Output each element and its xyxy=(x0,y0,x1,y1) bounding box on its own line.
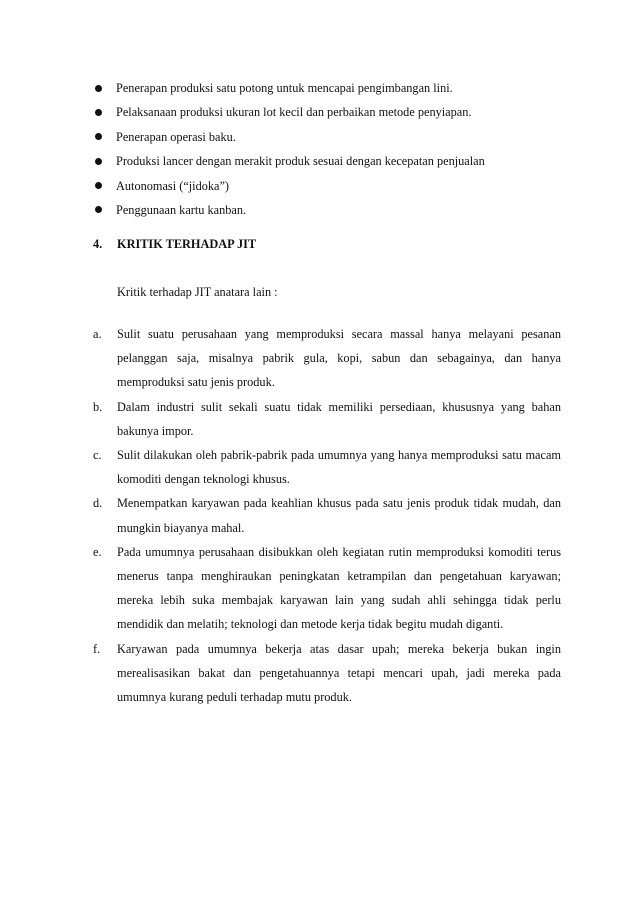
list-item-text: Karyawan pada umumnya bekerja atas dasar upah; mereka bekerja bukan ingin merealisasikan bakat dan pengetahuannya tetapi mencari upah, jadi mereka pada umumnya kurang peduli terhadap mutu produk. xyxy=(117,641,561,705)
bullet-item: Autonomasi (“jidoka”) xyxy=(93,178,563,202)
bullet-item: Pelaksanaan produksi ukuran lot kecil dan perbaikan metode penyiapan. xyxy=(93,104,563,128)
section-intro: Kritik terhadap JIT anatara lain : xyxy=(117,285,278,299)
list-item xyxy=(93,491,561,539)
list-item-label: d. xyxy=(93,496,103,511)
bullet-item: Penggunaan kartu kanban. xyxy=(93,202,563,226)
critique-list xyxy=(93,322,561,709)
bullet-item: Penerapan produksi satu potong untuk mencapai pengimbangan lini. xyxy=(93,80,563,104)
list-item xyxy=(93,322,561,395)
list-item-text: Sulit suatu perusahaan yang memproduksi secara massal hanya melayani pesanan pelanggan saja, misalnya pabrik gula, kopi, sabun dan sebagainya, dan hanya memproduksi satu jenis produk. xyxy=(117,327,561,390)
bullet-dot-icon xyxy=(95,206,102,213)
list-item xyxy=(93,395,561,443)
list-item xyxy=(93,637,561,710)
list-item-label: a. xyxy=(93,327,102,341)
list-item xyxy=(93,540,561,637)
section-heading xyxy=(93,236,256,253)
section-number: 4. xyxy=(93,237,103,251)
list-item-text: Pada umumnya perusahaan disibukkan oleh kegiatan rutin memproduksi komoditi terus menerus tanpa menghiraukan peningkatan ketrampilan dan pengetahuan karyawan; mereka lebih suka membajak karyawan lain yang sudah ahli sehingga tidak perlu mendidik dan melatih; teknologi dan metode kerja tidak begitu mudah diganti. xyxy=(117,544,561,632)
list-item-label: b. xyxy=(93,399,103,414)
bullet-dot-icon xyxy=(95,85,102,92)
list-item-text: Dalam industri sulit sekali suatu tidak memiliki persediaan, khususnya yang bahan bakunya impor. xyxy=(117,399,561,438)
bullet-list xyxy=(93,80,563,226)
list-item xyxy=(93,443,561,491)
bullet-dot-icon xyxy=(95,182,102,189)
list-item-label: c. xyxy=(93,448,102,463)
section-title: KRITIK TERHADAP JIT xyxy=(117,237,257,251)
bullet-dot-icon xyxy=(95,109,102,116)
bullet-item: Penerapan operasi baku. xyxy=(93,129,563,153)
bullet-item: Produksi lancer dengan merakit produk sesuai dengan kecepatan penjualan xyxy=(93,153,563,177)
list-item-label: f. xyxy=(93,641,101,656)
bullet-dot-icon xyxy=(95,158,102,165)
list-item-label: e. xyxy=(93,544,102,559)
bullet-dot-icon xyxy=(95,133,102,140)
list-item-text: Sulit dilakukan oleh pabrik-pabrik pada umumnya yang hanya memproduksi satu macam komoditi dengan teknologi khusus. xyxy=(117,448,561,487)
list-item-text: Menempatkan karyawan pada keahlian khusus pada satu jenis produk tidak mudah, dan mungkin biayanya mahal. xyxy=(117,496,561,535)
